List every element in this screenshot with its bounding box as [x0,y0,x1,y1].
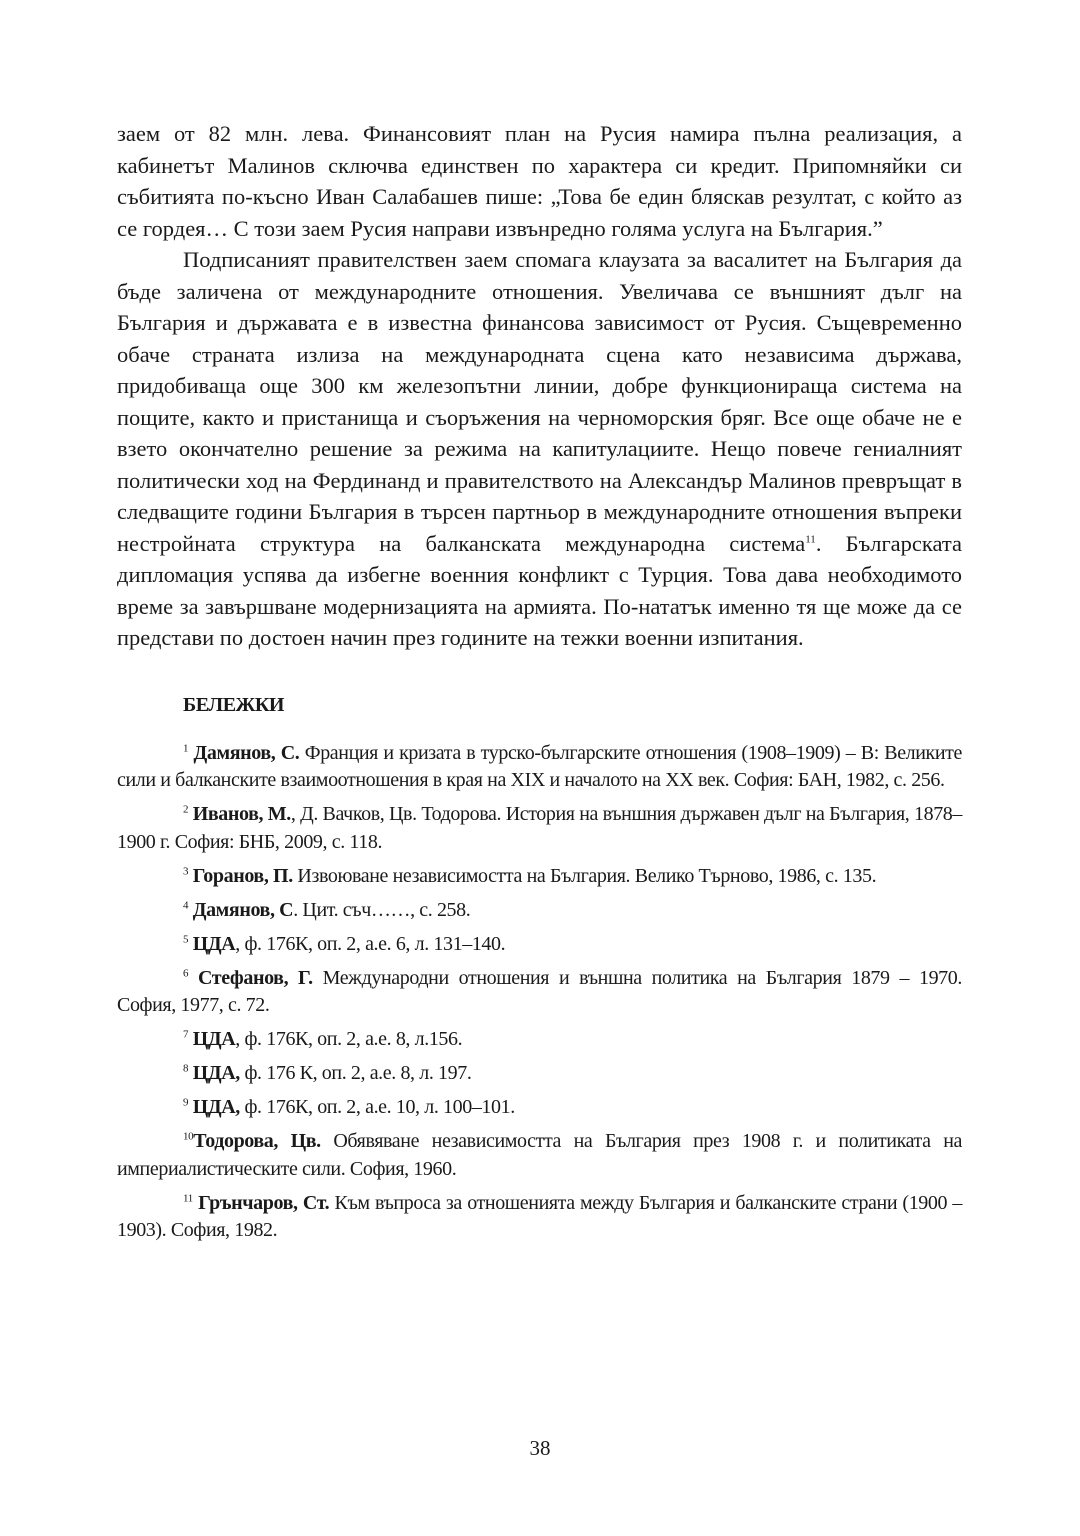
note-number: 4 [183,898,189,911]
note-item [117,1128,962,1183]
paragraph-text: Подписаният правителствен заем спомага клаузата за васалитет на България да бъде заличена от международните отношения. Увеличава се външният дълг на България и държавата е в известна финансова зависимост от Русия. Същевременно обаче страната излиза на международната сцена като независима държава, придобиваща още 300 км железопътни линии, добре функционираща система на пощите, както и пристанища и съоръжения на черноморския бряг. Все още обаче не е взето окончателно решение за режима на капитулациите. Нещо повече гениалният политически ход на Фердинанд и правителството на Александър Малинов превръщат в следващите години България в търсен партньор в международните отношения въпреки нестройната структура на балканската международна система [117,247,962,556]
notes-list [117,740,962,1245]
note-text: , ф. 176К, оп. 2, а.е. 8, л.156. [235,1028,463,1050]
note-item [117,931,962,959]
page-content [117,118,962,1251]
note-item [117,1026,962,1054]
note-text: Международни отношения и външна политика на България 1879 – 1970. София, 1977, с. 72. [117,966,962,1016]
note-author: Грънчаров, Ст. [198,1191,330,1214]
note-author: Стефанов, Г. [197,966,313,989]
note-text: . Цит. съч……, с. 258. [293,898,471,921]
note-text: Извоюване независимостта на България. Велико Търново, 1986, с. 135. [292,864,877,887]
paragraph-text: . Българската дипломация успява да избегне военния конфликт с Турция. Това дава необходимото време за завършване модернизацията на армията. По-нататък именно тя ще може да се представи по достоен начин през годините на тежки военни изпитания. [117,530,962,650]
note-author: Дамянов, С. [193,741,300,764]
note-item [117,1094,962,1122]
note-number: 11 [183,1191,193,1204]
note-author: Дамянов, С [192,898,294,921]
note-author: ЦДА, [192,1096,240,1118]
note-item [117,965,962,1020]
paragraph [117,244,962,654]
note-number: 8 [183,1062,189,1075]
note-item [117,1060,962,1088]
note-item [117,1190,962,1245]
note-text: Обявяване независимостта на България през 1908 г. и политиката на империалистическите сили. София, 1960. [117,1130,962,1180]
notes-heading: БЕЛЕЖКИ [183,693,284,716]
note-number: 1 [183,741,189,754]
note-number: 3 [183,864,189,877]
note-author: ЦДА [192,1028,236,1050]
page-number: 38 [529,1436,551,1460]
note-text: ф. 176 К, оп. 2, а.е. 8, л. 197. [239,1062,472,1084]
note-text: Франция и кризата в турско-българските отношения (1908–1909) – В: Великите сили и балканските взаимоотношения в края на XIX и началото на XX век. София: БАН, 1982, с. 256. [117,741,962,791]
note-item [117,897,962,925]
note-item [117,740,962,795]
note-number: 7 [183,1028,189,1041]
note-number: 6 [183,966,189,979]
note-item [117,801,962,856]
note-item [117,863,962,891]
note-author: ЦДА, [192,1062,240,1084]
note-text: , Д. Вачков, Цв. Тодорова. История на външния държавен дълг на България, 1878–1900 г. София: БНБ, 2009, с. 118. [117,803,962,853]
note-author: Горанов, П. [192,864,293,887]
note-author: Тодорова, Цв. [193,1130,321,1152]
body-text [117,118,962,654]
footnote-reference: 11 [805,533,816,545]
note-number: 10 [183,1130,194,1143]
note-number: 2 [183,803,189,816]
note-author: Иванов, М. [192,803,291,825]
note-number: 5 [183,932,189,945]
note-number: 9 [183,1096,189,1109]
note-author: ЦДА [192,932,236,955]
note-text: Към въпроса за отношенията между България и балканските страни (1900 – 1903). София, 1982. [117,1191,962,1241]
note-text: ф. 176К, оп. 2, а.е. 10, л. 100–101. [239,1096,515,1118]
note-text: , ф. 176К, оп. 2, а.е. 6, л. 131–140. [235,932,506,955]
paragraph: заем от 82 млн. лева. Финансовият план на Русия намира пълна реализация, а кабинетът Малинов сключва единствен по характера си кредит. Припомняйки си събитията по-късно Иван Салабашев пише: „Това бе един бляскав резултат, с който аз се гордея… С този заем Русия направи извънредно голяма услуга на България.” [117,121,962,241]
